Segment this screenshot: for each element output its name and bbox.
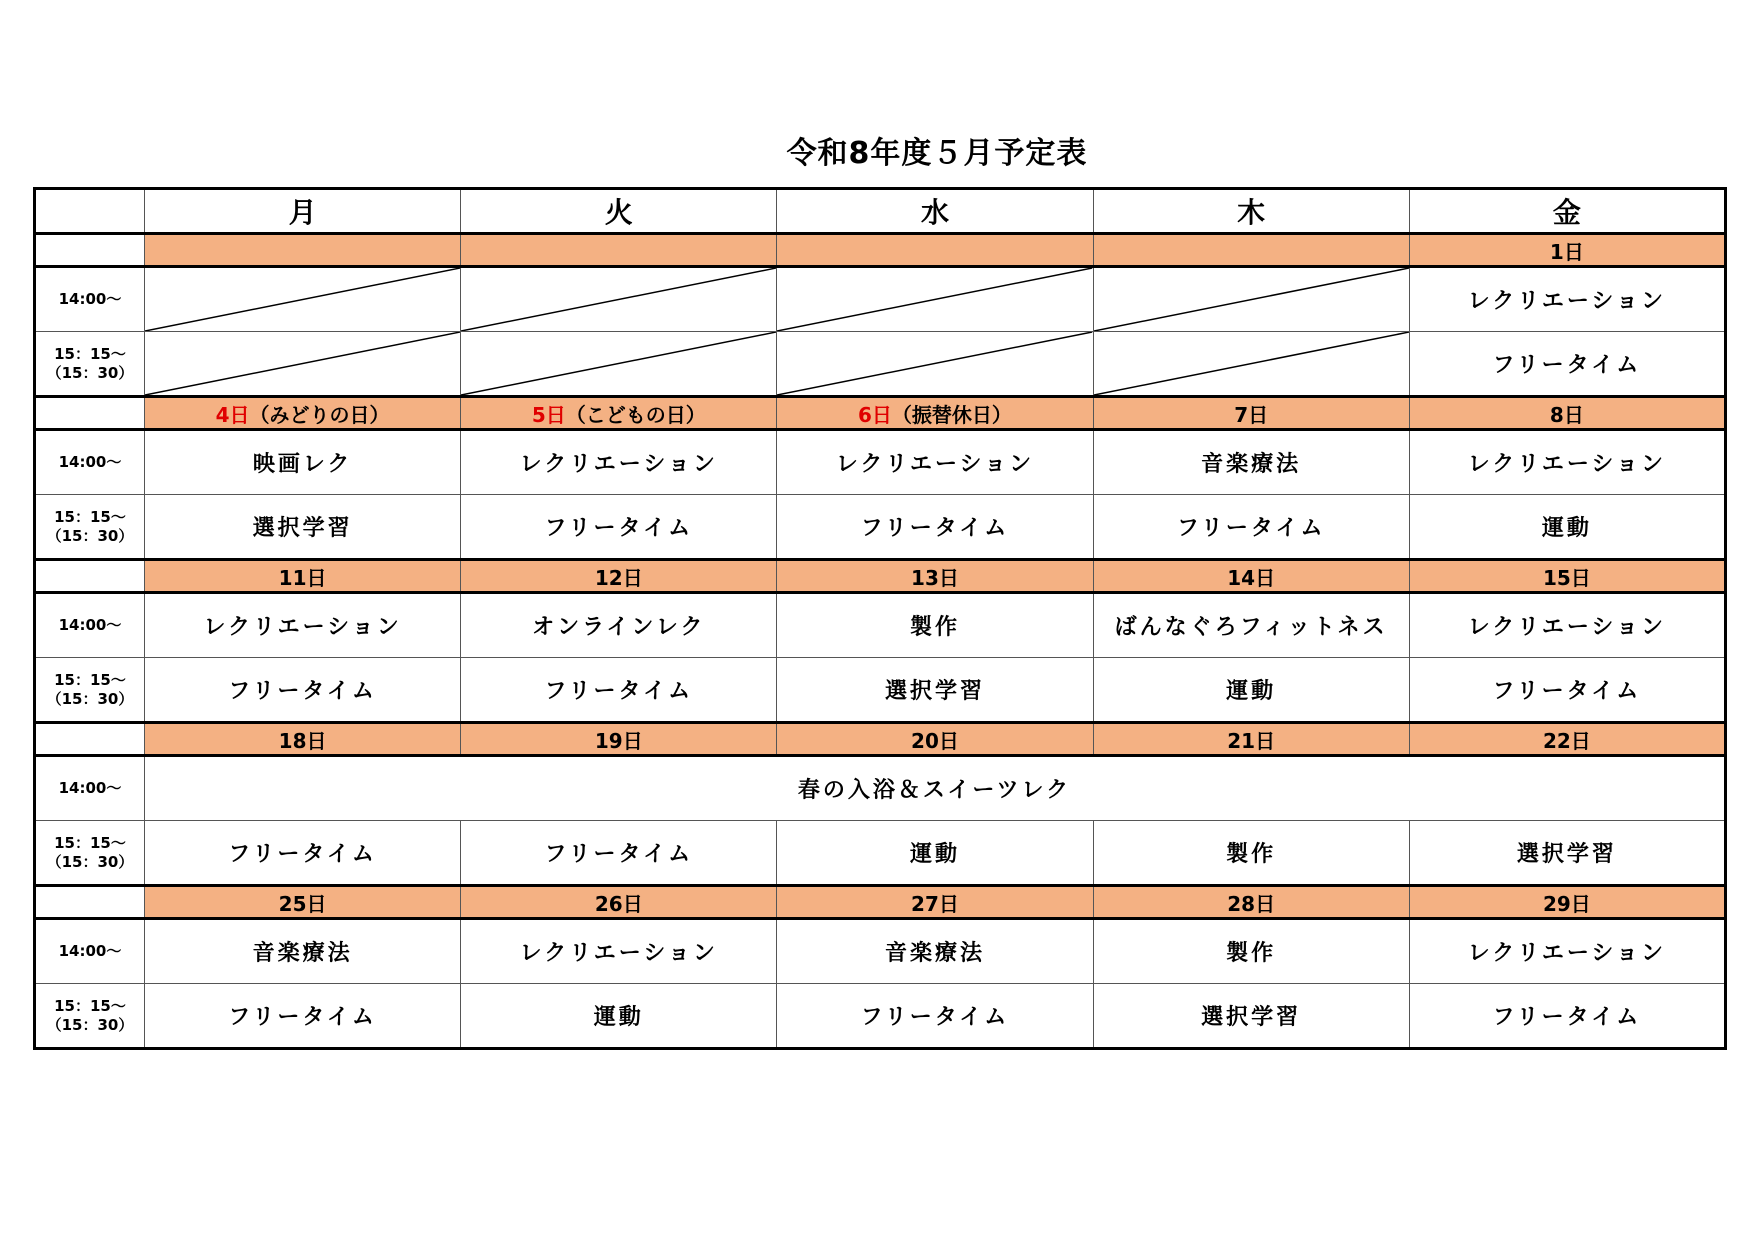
date-cell — [1093, 234, 1409, 267]
time-label: 14:00～ — [35, 919, 145, 984]
activity-cell: 製作 — [1093, 919, 1409, 984]
activity-cell: 音楽療法 — [777, 919, 1093, 984]
date-cell — [145, 234, 461, 267]
diagonal-strike — [777, 332, 1092, 395]
activity-cell: フリータイム — [461, 495, 777, 560]
activity-cell: フリータイム — [1409, 658, 1725, 723]
time-start: 15：15～ — [54, 344, 126, 363]
date-number: 1日 — [1549, 239, 1584, 264]
date-cell — [1409, 560, 1725, 593]
date-number: 26日 — [594, 891, 643, 916]
date-cell — [777, 560, 1093, 593]
date-cell — [145, 723, 461, 756]
slot-row-1400 — [35, 919, 1726, 984]
date-cell — [461, 886, 777, 919]
activity-cell: フリータイム — [1093, 495, 1409, 560]
activity-cell: 映画レク — [145, 430, 461, 495]
time-label: 14:00～ — [35, 756, 145, 821]
date-row-label — [35, 397, 145, 430]
weekday-header: 火 — [461, 189, 777, 234]
date-cell — [1409, 234, 1725, 267]
date-suffix: （振替休日） — [891, 402, 1012, 427]
activity-cell: フリータイム — [461, 658, 777, 723]
activity-cell: 運動 — [1409, 495, 1725, 560]
diagonal-strike — [461, 332, 776, 395]
slot-row-1400 — [35, 430, 1726, 495]
activity-cell: レクリエーション — [1409, 593, 1725, 658]
date-cell — [777, 234, 1093, 267]
activity-cell: レクリエーション — [461, 430, 777, 495]
date-number: 6日 — [858, 402, 892, 427]
empty-cell — [1093, 332, 1409, 397]
slot-row-1515 — [35, 495, 1726, 560]
date-cell — [461, 723, 777, 756]
time-alt: （15：30） — [46, 526, 134, 545]
empty-cell — [1093, 267, 1409, 332]
weekday-header: 月 — [145, 189, 461, 234]
slot-row-1515 — [35, 332, 1726, 397]
time-start: 15：15～ — [54, 996, 126, 1015]
date-number: 7日 — [1234, 402, 1269, 427]
date-number: 20日 — [911, 728, 959, 753]
time-label — [35, 332, 145, 397]
diagonal-strike — [1094, 332, 1409, 395]
empty-cell — [145, 267, 461, 332]
time-start: 15：15～ — [54, 833, 126, 852]
activity-cell: 選択学習 — [1093, 984, 1409, 1049]
weekday-header: 木 — [1093, 189, 1409, 234]
date-suffix: （みどりの日） — [249, 402, 390, 427]
date-cell — [777, 723, 1093, 756]
activity-cell: フリータイム — [1409, 332, 1725, 397]
activity-cell: 選択学習 — [145, 495, 461, 560]
schedule-table — [33, 187, 1727, 1050]
activity-cell: レクリエーション — [777, 430, 1093, 495]
date-row — [35, 886, 1726, 919]
activity-cell: 運動 — [777, 821, 1093, 886]
diagonal-strike — [145, 268, 460, 331]
slot-row-1515 — [35, 984, 1726, 1049]
activity-cell: 製作 — [777, 593, 1093, 658]
date-cell — [145, 886, 461, 919]
activity-cell: フリータイム — [145, 821, 461, 886]
time-start: 15：15～ — [54, 670, 126, 689]
date-cell — [1409, 397, 1725, 430]
time-label — [35, 984, 145, 1049]
date-number: 12日 — [594, 565, 643, 590]
date-row-label — [35, 723, 145, 756]
date-row — [35, 560, 1726, 593]
date-number: 13日 — [911, 565, 959, 590]
date-cell — [1093, 560, 1409, 593]
date-number: 22日 — [1542, 728, 1591, 753]
date-row-label — [35, 886, 145, 919]
activity-cell: レクリエーション — [1409, 430, 1725, 495]
date-cell — [145, 560, 461, 593]
weekday-header-row — [35, 189, 1726, 234]
date-number: 11日 — [278, 565, 327, 590]
date-number: 15日 — [1542, 565, 1591, 590]
date-cell — [777, 886, 1093, 919]
activity-cell: フリータイム — [1409, 984, 1725, 1049]
time-label — [35, 658, 145, 723]
date-cell — [461, 397, 777, 430]
time-alt: （15：30） — [46, 852, 134, 871]
weekday-header: 水 — [777, 189, 1093, 234]
activity-cell: オンラインレク — [461, 593, 777, 658]
activity-cell: 製作 — [1093, 821, 1409, 886]
activity-cell: 音楽療法 — [1093, 430, 1409, 495]
diagonal-strike — [1094, 268, 1409, 331]
date-suffix: （こどもの日） — [565, 402, 706, 427]
time-label — [35, 495, 145, 560]
activity-cell: ばんなぐろフィットネス — [1093, 593, 1409, 658]
empty-cell — [461, 267, 777, 332]
empty-cell — [461, 332, 777, 397]
activity-cell: 運動 — [461, 984, 777, 1049]
slot-row-1400 — [35, 267, 1726, 332]
time-alt: （15：30） — [46, 363, 134, 382]
date-cell — [1409, 723, 1725, 756]
time-label: 14:00～ — [35, 593, 145, 658]
date-number: 14日 — [1227, 565, 1276, 590]
activity-cell: レクリエーション — [145, 593, 461, 658]
date-number: 27日 — [911, 891, 959, 916]
time-label: 14:00～ — [35, 430, 145, 495]
activity-cell: 音楽療法 — [145, 919, 461, 984]
date-number: 25日 — [278, 891, 327, 916]
activity-cell: フリータイム — [145, 658, 461, 723]
diagonal-strike — [461, 268, 776, 331]
date-number: 18日 — [278, 728, 327, 753]
date-cell — [1093, 886, 1409, 919]
diagonal-strike — [145, 332, 460, 395]
date-cell — [777, 397, 1093, 430]
date-row — [35, 234, 1726, 267]
date-cell — [1093, 723, 1409, 756]
activity-cell: レクリエーション — [1409, 919, 1725, 984]
date-row — [35, 397, 1726, 430]
activity-cell: フリータイム — [777, 495, 1093, 560]
date-number: 19日 — [594, 728, 643, 753]
time-alt: （15：30） — [46, 1015, 134, 1034]
date-cell — [1409, 886, 1725, 919]
slot-row-1400 — [35, 756, 1726, 821]
date-row-label — [35, 560, 145, 593]
activity-cell: 運動 — [1093, 658, 1409, 723]
time-start: 15：15～ — [54, 507, 126, 526]
date-cell — [461, 234, 777, 267]
date-number: 21日 — [1227, 728, 1276, 753]
date-number: 28日 — [1227, 891, 1276, 916]
empty-cell — [777, 267, 1093, 332]
date-row-label — [35, 234, 145, 267]
time-label: 14:00～ — [35, 267, 145, 332]
weekday-header: 金 — [1409, 189, 1725, 234]
activity-cell: フリータイム — [145, 984, 461, 1049]
date-number: 8日 — [1549, 402, 1584, 427]
activity-cell: 選択学習 — [1409, 821, 1725, 886]
header-corner — [35, 189, 145, 234]
activity-cell: レクリエーション — [461, 919, 777, 984]
date-cell — [461, 560, 777, 593]
date-cell — [145, 397, 461, 430]
slot-row-1400 — [35, 593, 1726, 658]
slot-row-1515 — [35, 658, 1726, 723]
time-alt: （15：30） — [46, 689, 134, 708]
page-title: 令和8年度５月予定表 — [786, 136, 1088, 171]
activity-cell: フリータイム — [461, 821, 777, 886]
date-number: 5日 — [531, 402, 566, 427]
date-number: 4日 — [215, 402, 250, 427]
slot-row-1515 — [35, 821, 1726, 886]
diagonal-strike — [777, 268, 1092, 331]
activity-cell: 選択学習 — [777, 658, 1093, 723]
date-row — [35, 723, 1726, 756]
date-number: 29日 — [1542, 891, 1591, 916]
date-cell — [1093, 397, 1409, 430]
activity-cell-span: 春の入浴＆スイーツレク — [145, 756, 1726, 821]
empty-cell — [145, 332, 461, 397]
activity-cell: レクリエーション — [1409, 267, 1725, 332]
empty-cell — [777, 332, 1093, 397]
time-label — [35, 821, 145, 886]
activity-cell: フリータイム — [777, 984, 1093, 1049]
